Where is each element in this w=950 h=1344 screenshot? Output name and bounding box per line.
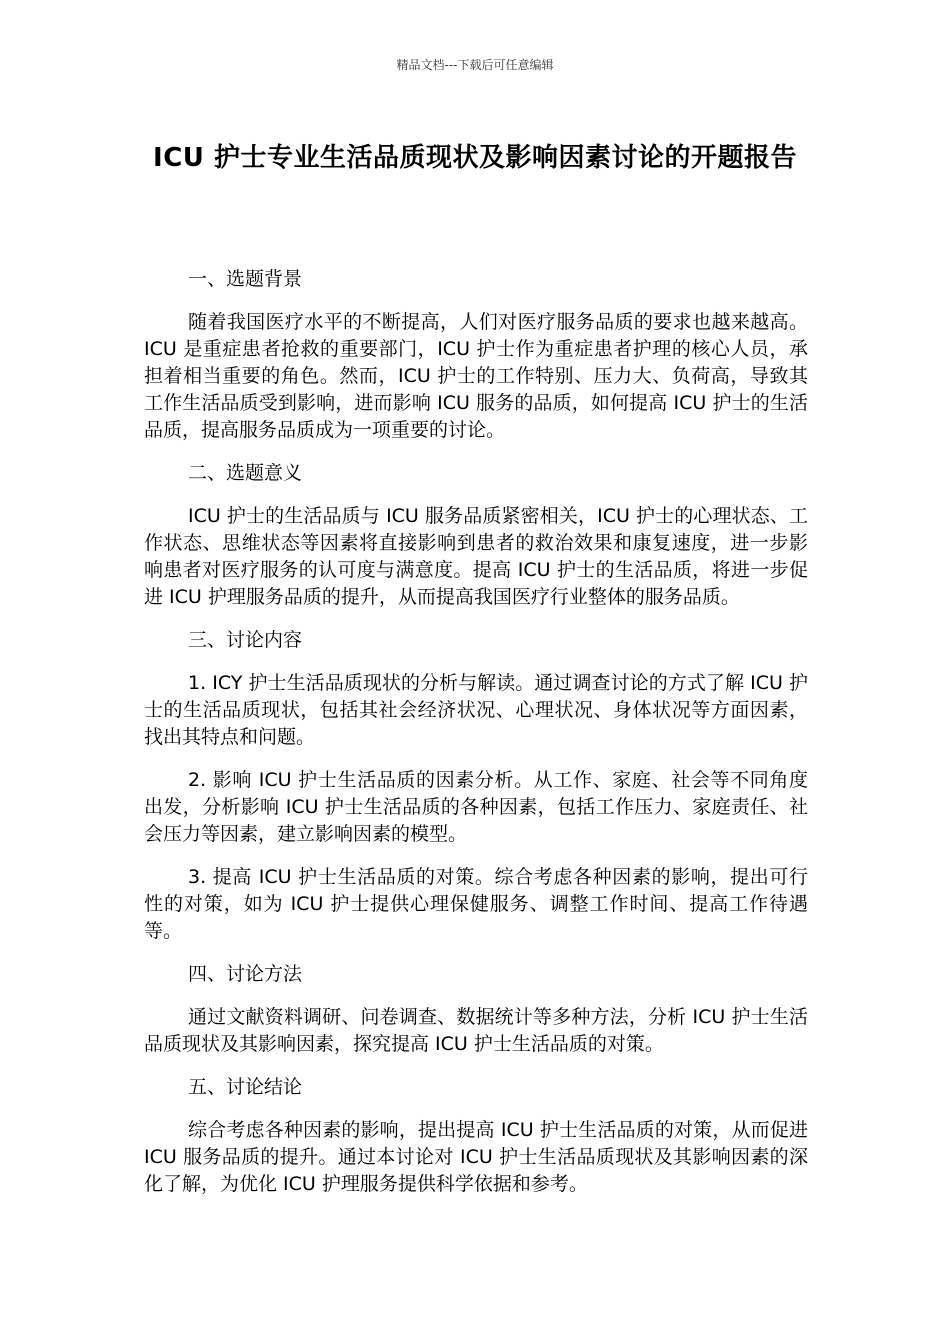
paragraph-background: 随着我国医疗水平的不断提高，人们对医疗服务品质的要求也越来越高。ICU 是重症患者抢救的重要部门，ICU 护士作为重症患者护理的核心人员，承担着相当重要的角色。然而，ICU 护士的工作特别、压力大、负荷高，导致其工作生活品质受到影响，进而影响 ICU 服务的品质，如何提高 ICU 护士的生活品质，提高服务品质成为一项重要的讨论。 — [144, 311, 808, 441]
page-header: 精品文档---下载后可任意编辑 — [396, 58, 554, 72]
paragraph-content-item-1: 1. ICY 护士生活品质现状的分析与解读。通过调查讨论的方式了解 ICU 护士的生活品质现状，包括其社会经济状况、心理状况、身体状况等方面因素，找出其特点和问题。 — [144, 672, 808, 748]
document-body — [144, 266, 808, 1214]
paragraph-significance: ICU 护士的生活品质与 ICU 服务品质紧密相关，ICU 护士的心理状态、工作状态、思维状态等因素将直接影响到患者的救治效果和康复速度，进一步影响患者对医疗服务的认可度与满意度。提高 ICU 护士的生活品质，将进一步促进 ICU 护理服务品质的提升，从而提高我国医疗行业整体的服务品质。 — [144, 505, 808, 608]
section-heading-methods: 四、讨论方法 — [188, 963, 303, 985]
section-heading-conclusion: 五、讨论结论 — [188, 1076, 303, 1098]
section-heading-content: 三、讨论内容 — [188, 629, 303, 651]
paragraph-methods: 通过文献资料调研、问卷调查、数据统计等多种方法，分析 ICU 护士生活品质现状及其影响因素，探究提高 ICU 护士生活品质的对策。 — [144, 1006, 808, 1055]
section-heading-background: 一、选题背景 — [188, 268, 303, 290]
paragraph-content-item-2: 2. 影响 ICU 护士生活品质的因素分析。从工作、家庭、社会等不同角度出发，分析影响 ICU 护士生活品质的各种因素，包括工作压力、家庭责任、社会压力等因素，建立影响因素的模型。 — [144, 769, 808, 845]
section-heading-significance: 二、选题意义 — [188, 462, 303, 484]
document-title: ICU 护士专业生活品质现状及影响因素讨论的开题报告 — [153, 143, 797, 173]
paragraph-conclusion: 综合考虑各种因素的影响，提出提高 ICU 护士生活品质的对策，从而促进 ICU 服务品质的提升。通过本讨论对 ICU 护士生活品质现状及其影响因素的深化了解，为优化 ICU 护理服务提供科学依据和参考。 — [144, 1119, 808, 1195]
paragraph-content-item-3: 3. 提高 ICU 护士生活品质的对策。综合考虑各种因素的影响，提出可行性的对策，如为 ICU 护士提供心理保健服务、调整工作时间、提高工作待遇等。 — [144, 866, 808, 942]
